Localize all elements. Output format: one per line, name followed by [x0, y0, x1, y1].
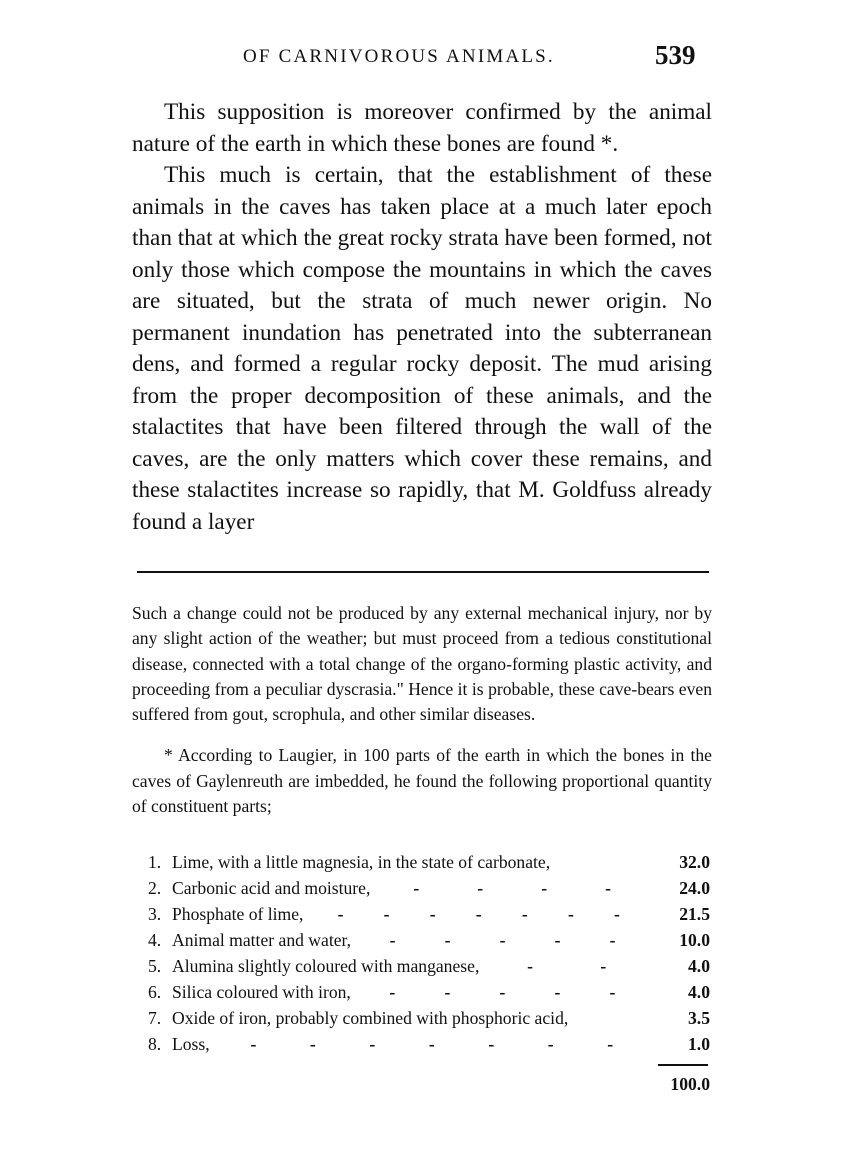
analysis-row	[148, 849, 710, 875]
analysis-row-value: 21.5	[679, 904, 710, 924]
analysis-row-label: Oxide of iron, probably combined with phosphoric acid,	[172, 1008, 569, 1028]
analysis-row-value: 10.0	[679, 930, 710, 950]
analysis-row-value: 3.5	[688, 1008, 710, 1028]
analysis-row-number: 6.	[148, 982, 162, 1002]
analysis-row-leader: - - - - -	[389, 930, 616, 950]
total-rule	[658, 1064, 708, 1066]
analysis-row-number: 1.	[148, 852, 162, 872]
analysis-table	[148, 849, 710, 1057]
analysis-row-label: Alumina slightly coloured with manganese,	[172, 956, 480, 976]
page-number: 539	[655, 40, 696, 70]
body-paragraph: This much is certain, that the establishment of these animals in the caves has taken place at a much later epoch than that at which the great rocky strata have been formed, not only those which compose the mountains in which the caves are situated, but the strata of much newer origin. No permanent inundation has penetrated into the subterranean dens, and formed a regular rocky deposit. The mud arising from the proper decomposition of these animals, and the stalactites that have been filtered through the wall of the caves, are the only matters which cover these remains, and these stalactites increase so rapidly, that M. Goldfuss already found a layer	[132, 162, 712, 535]
analysis-row-number: 3.	[148, 904, 162, 924]
analysis-row-value: 32.0	[679, 852, 710, 872]
footnote-continuation: Such a change could not be produced by any external mechanical injury, nor by any slight action of the weather; but must proceed from a tedious constitutional disease, connected with a total change of the organo-forming plastic activity, and proceeding from a peculiar dyscrasia." Hence it is probable, these cave-bears even suffered from gout, scrophula, and other similar diseases.	[132, 603, 712, 725]
analysis-row-number: 5.	[148, 956, 162, 976]
analysis-row-label: Lime, with a little magnesia, in the state of carbonate,	[172, 852, 551, 872]
analysis-row-leader: - - - -	[413, 878, 611, 898]
analysis-row	[148, 901, 710, 927]
footnote-separator	[137, 571, 709, 573]
analysis-row-value: 24.0	[679, 878, 710, 898]
body-paragraph: This supposition is moreover confirmed by the animal nature of the earth in which these bones are found *.	[132, 99, 712, 157]
analysis-row	[148, 927, 710, 953]
analysis-row-number: 2.	[148, 878, 162, 898]
analysis-row	[148, 1005, 710, 1031]
analysis-row-value: 4.0	[688, 956, 710, 976]
page-header	[0, 38, 850, 78]
analysis-row-label: Animal matter and water,	[172, 930, 352, 950]
footnote-laugier: * According to Laugier, in 100 parts of the earth in which the bones in the caves of Gaylenreuth are imbedded, he found the following proportional quantity of constituent parts;	[132, 745, 712, 817]
analysis-row-label: Phosphate of lime,	[172, 904, 304, 924]
analysis-row-value: 4.0	[688, 982, 710, 1002]
analysis-row-number: 8.	[148, 1034, 162, 1054]
analysis-row-leader: - - - - - - -	[337, 904, 620, 924]
main-text	[132, 97, 712, 538]
analysis-row-label: Loss,	[172, 1034, 210, 1054]
running-head: OF CARNIVOROUS ANIMALS.	[243, 46, 555, 67]
analysis-row	[148, 875, 710, 901]
analysis-row-value: 1.0	[688, 1034, 710, 1054]
analysis-row-leader: - - - - -	[389, 982, 616, 1002]
analysis-row	[148, 979, 710, 1005]
footnotes	[132, 601, 712, 819]
analysis-total: 100.0	[670, 1074, 710, 1094]
analysis-row-label: Silica coloured with iron,	[172, 982, 351, 1002]
analysis-row-leader: - -	[527, 956, 607, 976]
analysis-row	[148, 1031, 710, 1057]
analysis-row-label: Carbonic acid and moisture,	[172, 878, 371, 898]
analysis-row-number: 7.	[148, 1008, 162, 1028]
analysis-row-number: 4.	[148, 930, 162, 950]
analysis-row-leader: - - - - - - -	[250, 1034, 614, 1054]
analysis-row	[148, 953, 710, 979]
